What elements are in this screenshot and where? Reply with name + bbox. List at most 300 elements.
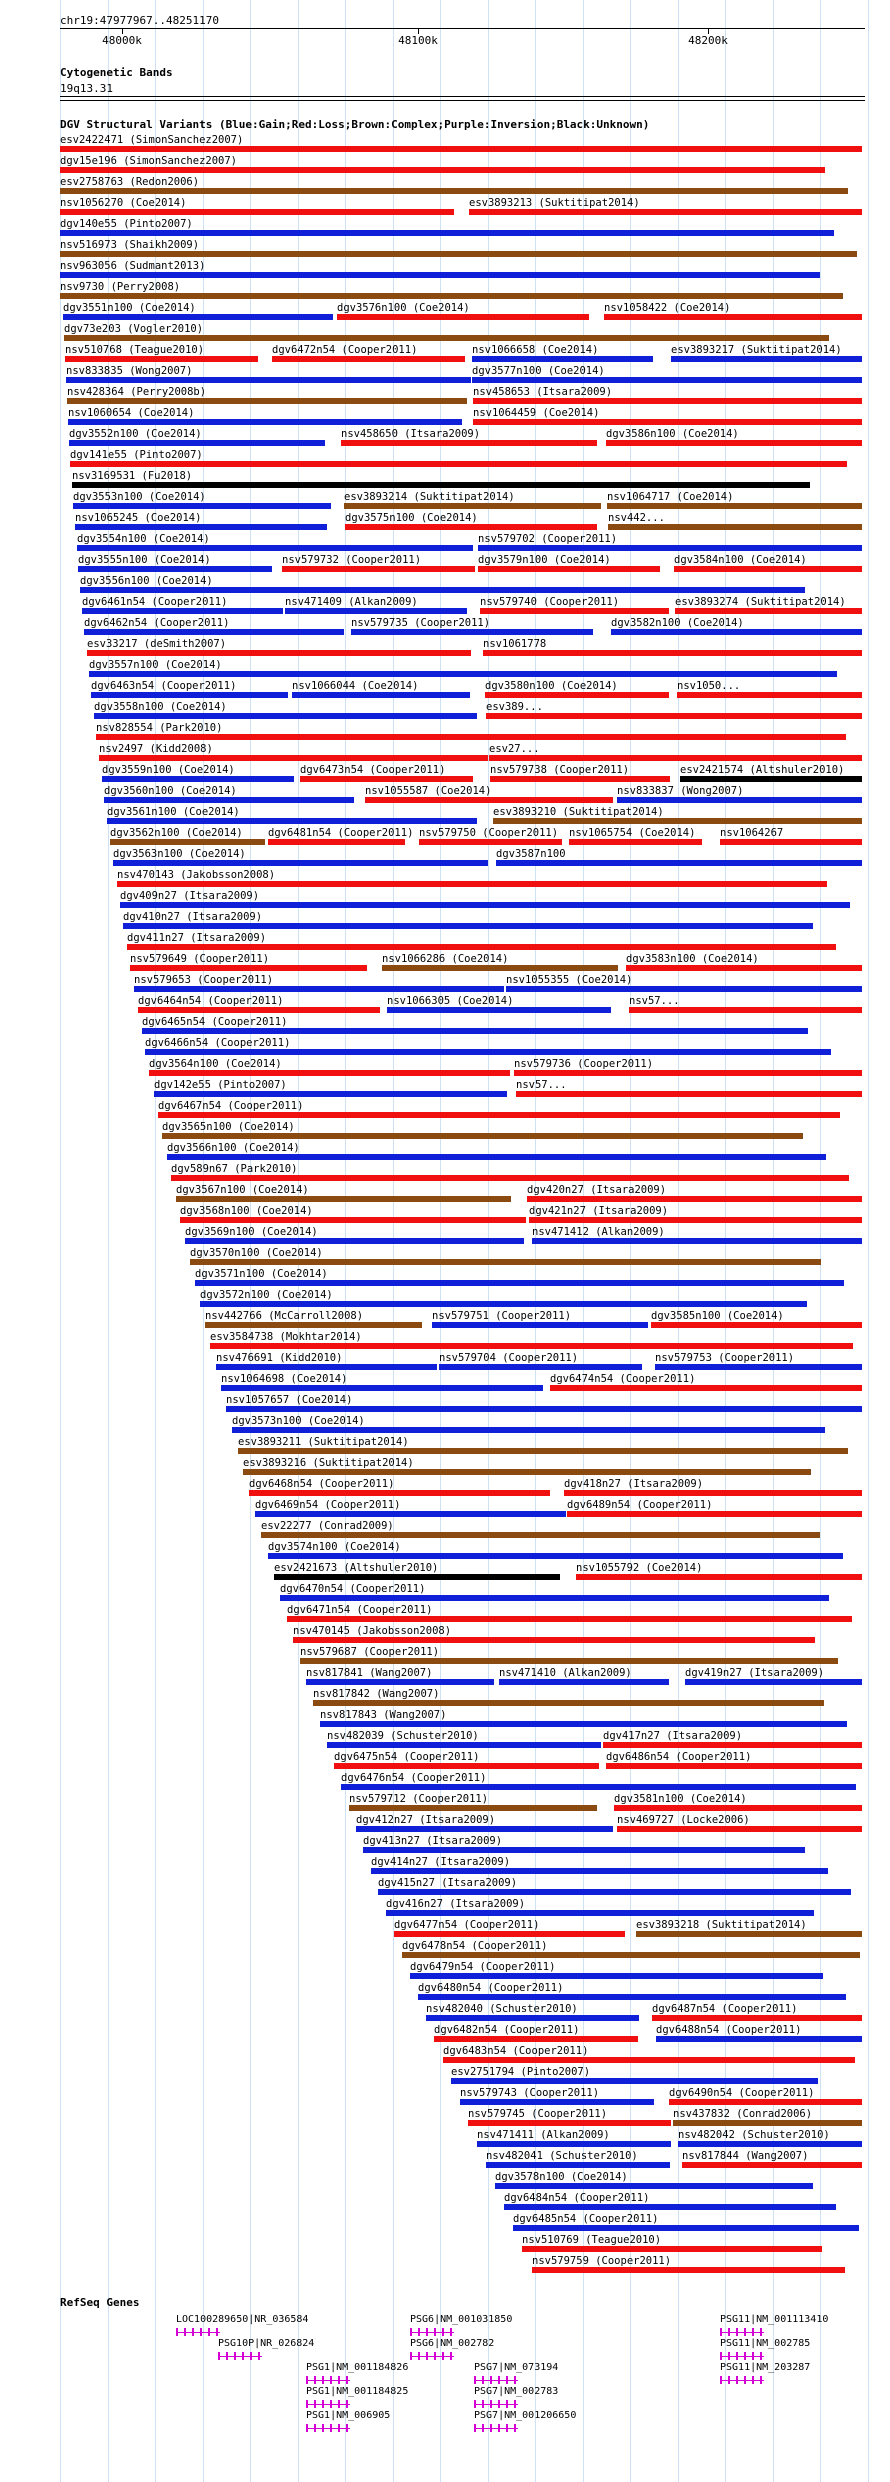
gene-exon [760, 2328, 762, 2336]
variant-bar [272, 356, 465, 362]
gene-exon [234, 2352, 236, 2360]
gene-exon [434, 2328, 436, 2336]
variant-label: esv3893216 (Suktitipat2014) [243, 1457, 414, 1469]
gene-intron-line [720, 2356, 764, 2357]
gene-exon [322, 2376, 324, 2384]
variant-bar [117, 881, 827, 887]
variant-bar [378, 1889, 851, 1895]
variant-bar [341, 440, 597, 446]
gene-exon [744, 2352, 746, 2360]
variant-bar [60, 188, 848, 194]
variant-label: dgv3553n100 (Coe2014) [73, 491, 206, 503]
variant-bar [313, 1700, 824, 1706]
variant-label: nsv579735 (Cooper2011) [351, 617, 491, 629]
cytoband-divider [60, 96, 865, 97]
variant-label: dgv6487n54 (Cooper2011) [652, 2003, 798, 2015]
gene-exon [338, 2400, 340, 2408]
variant-label: nsv476691 (Kidd2010) [216, 1352, 343, 1364]
variant-label: dgv418n27 (Itsara2009) [564, 1478, 704, 1490]
variant-label: dgv73e203 (Vogler2010) [64, 323, 204, 335]
variant-bar [506, 986, 862, 992]
variant-label: nsv1055355 (Coe2014) [506, 974, 633, 986]
gene-exon [418, 2352, 420, 2360]
variant-bar [636, 1931, 862, 1937]
variant-label: dgv412n27 (Itsara2009) [356, 1814, 496, 1826]
variant-bar [154, 1091, 507, 1097]
variant-bar [603, 1742, 862, 1748]
variant-label: nsv57... [629, 995, 680, 1007]
variant-label: nsv470145 (Jakobsson2008) [293, 1625, 452, 1637]
variant-label: nsv1064459 (Coe2014) [473, 407, 600, 419]
variant-label: dgv3554n100 (Coe2014) [77, 533, 210, 545]
gene-intron-line [474, 2404, 518, 2405]
variant-label: dgv420n27 (Itsara2009) [527, 1184, 667, 1196]
gene-exon [176, 2328, 178, 2336]
refseq-gene-label: PSG10P|NR_026824 [218, 2338, 315, 2349]
variant-label: nsv1065245 (Coe2014) [75, 512, 202, 524]
gene-exon [314, 2376, 316, 2384]
variant-bar [527, 1196, 862, 1202]
variant-label: dgv3568n100 (Coe2014) [180, 1205, 313, 1217]
variant-label: nsv1057657 (Coe2014) [226, 1394, 353, 1406]
variant-bar [77, 545, 473, 551]
variant-bar [489, 755, 862, 761]
variant-label: nsv471411 (Alkan2009) [477, 2129, 610, 2141]
variant-bar [280, 1595, 829, 1601]
variant-label: esv2422471 (SimonSanchez2007) [60, 134, 244, 146]
variant-label: dgv416n27 (Itsara2009) [386, 1898, 526, 1910]
variant-bar [171, 1175, 849, 1181]
cytoband-divider-2 [60, 100, 865, 101]
variant-label: nsv437832 (Conrad2006) [673, 2108, 813, 2120]
gene-exon [506, 2424, 508, 2432]
variant-label: dgv3557n100 (Coe2014) [89, 659, 222, 671]
variant-label: dgv3570n100 (Coe2014) [190, 1247, 323, 1259]
gene-exon [482, 2376, 484, 2384]
gene-intron-line [720, 2380, 764, 2381]
variant-label: dgv3555n100 (Coe2014) [78, 554, 211, 566]
variant-label: nsv579743 (Cooper2011) [460, 2087, 600, 2099]
variant-bar [460, 2099, 654, 2105]
variant-bar [72, 482, 810, 488]
gene-exon [330, 2424, 332, 2432]
variant-bar [120, 902, 850, 908]
variant-label: nsv1050... [677, 680, 741, 692]
variant-bar [617, 797, 862, 803]
gene-exon [752, 2376, 754, 2384]
variant-bar [249, 1490, 550, 1496]
variant-bar [473, 419, 862, 425]
gene-exon [752, 2328, 754, 2336]
variant-label: nsv1058422 (Coe2014) [604, 302, 731, 314]
variant-label: nsv833837 (Wong2007) [617, 785, 744, 797]
variant-bar [60, 167, 825, 173]
grid-line [60, 0, 61, 2482]
variant-bar [604, 314, 862, 320]
variant-label: dgv6469n54 (Cooper2011) [255, 1499, 401, 1511]
variant-label: nsv1064698 (Coe2014) [221, 1373, 348, 1385]
variant-bar [226, 1406, 862, 1412]
variant-label: dgv6461n54 (Cooper2011) [82, 596, 228, 608]
variant-bar [149, 1070, 510, 1076]
variant-bar [274, 1574, 560, 1580]
variant-label: nsv1056270 (Coe2014) [60, 197, 187, 209]
variant-bar [102, 776, 294, 782]
variant-bar [60, 251, 857, 257]
gene-exon [330, 2400, 332, 2408]
variant-label: nsv482039 (Schuster2010) [327, 1730, 479, 1742]
variant-label: esv389... [486, 701, 543, 713]
gene-exon [216, 2328, 218, 2336]
variant-bar [567, 1511, 862, 1517]
variant-bar [608, 524, 862, 530]
variant-label: esv22277 (Conrad2009) [261, 1520, 394, 1532]
variant-label: nsv482040 (Schuster2010) [426, 2003, 578, 2015]
gene-intron-line [474, 2428, 518, 2429]
variant-bar [432, 1322, 648, 1328]
variant-bar [532, 2267, 845, 2273]
variant-bar [232, 1427, 825, 1433]
gene-exon [418, 2328, 420, 2336]
variant-label: nsv963056 (Sudmant2013) [60, 260, 206, 272]
variant-bar [87, 650, 471, 656]
variant-label: dgv3564n100 (Coe2014) [149, 1058, 282, 1070]
variant-bar [69, 440, 325, 446]
variant-bar [402, 1952, 860, 1958]
variant-bar [678, 2141, 862, 2147]
refseq-gene-label: PSG7|NM_002783 [474, 2386, 559, 2397]
variant-label: dgv15e196 (SimonSanchez2007) [60, 155, 238, 167]
variant-bar [145, 1049, 831, 1055]
variant-bar [371, 1868, 828, 1874]
variant-bar [158, 1112, 840, 1118]
variant-bar [443, 2057, 855, 2063]
variant-label: dgv142e55 (Pinto2007) [154, 1079, 287, 1091]
variant-bar [617, 1826, 862, 1832]
variant-label: nsv482042 (Schuster2010) [678, 2129, 830, 2141]
gene-exon [514, 2376, 516, 2384]
variant-bar [680, 776, 862, 782]
variant-label: dgv6467n54 (Cooper2011) [158, 1100, 304, 1112]
variant-bar [682, 2162, 862, 2168]
gene-exon [482, 2424, 484, 2432]
variant-label: nsv579649 (Cooper2011) [130, 953, 270, 965]
gene-exon [218, 2352, 220, 2360]
variant-bar [306, 1679, 494, 1685]
variant-label: esv27... [489, 743, 540, 755]
variant-bar [478, 545, 862, 551]
variant-label: dgv6465n54 (Cooper2011) [142, 1016, 288, 1028]
variant-label: nsv1064717 (Coe2014) [607, 491, 734, 503]
gene-exon [752, 2352, 754, 2360]
variant-label: dgv6482n54 (Cooper2011) [434, 2024, 580, 2036]
variant-label: dgv3577n100 (Coe2014) [472, 365, 605, 377]
variant-label: dgv6477n54 (Cooper2011) [394, 1919, 540, 1931]
dgv-track-title: DGV Structural Variants (Blue:Gain;Red:Loss;Brown:Complex;Purple:Inversion;Black:Unknown) [60, 118, 650, 131]
gene-exon [338, 2376, 340, 2384]
variant-bar [382, 965, 618, 971]
variant-bar [96, 734, 846, 740]
variant-bar [485, 692, 669, 698]
gene-exon [250, 2352, 252, 2360]
refseq-gene-label: PSG1|NM_001184825 [306, 2386, 409, 2397]
variant-label: dgv6483n54 (Cooper2011) [443, 2045, 589, 2057]
variant-label: dgv6481n54 (Cooper2011) [268, 827, 414, 839]
refseq-gene-label: PSG11|NM_002785 [720, 2338, 811, 2349]
variant-bar [516, 1091, 862, 1097]
variant-label: nsv3169531 (Fu2018) [72, 470, 193, 482]
variant-bar [655, 1364, 862, 1370]
gene-intron-line [306, 2380, 350, 2381]
gene-intron-line [410, 2356, 454, 2357]
variant-bar [130, 965, 367, 971]
variant-label: dgv3583n100 (Coe2014) [626, 953, 759, 965]
gene-exon [760, 2376, 762, 2384]
gene-exon [322, 2424, 324, 2432]
variant-bar [285, 608, 467, 614]
variant-bar [167, 1154, 826, 1160]
variant-bar [190, 1259, 821, 1265]
variant-label: dgv3585n100 (Coe2014) [651, 1310, 784, 1322]
variant-label: nsv579750 (Cooper2011) [419, 827, 559, 839]
variant-bar [75, 524, 327, 530]
variant-bar [606, 1763, 862, 1769]
variant-label: esv3584738 (Mokhtar2014) [210, 1331, 362, 1343]
variant-label: dgv409n27 (Itsara2009) [120, 890, 260, 902]
variant-label: dgv6478n54 (Cooper2011) [402, 1940, 548, 1952]
variant-label: dgv3582n100 (Coe2014) [611, 617, 744, 629]
variant-label: nsv1055587 (Coe2014) [365, 785, 492, 797]
gene-exon [474, 2424, 476, 2432]
variant-bar [480, 608, 669, 614]
variant-label: dgv6468n54 (Cooper2011) [249, 1478, 395, 1490]
variant-bar [134, 986, 504, 992]
variant-label: dgv414n27 (Itsara2009) [371, 1856, 511, 1868]
variant-bar [287, 1616, 852, 1622]
variant-label: dgv6476n54 (Cooper2011) [341, 1772, 487, 1784]
variant-bar [671, 356, 862, 362]
gene-exon [514, 2424, 516, 2432]
variant-label: dgv419n27 (Itsara2009) [685, 1667, 825, 1679]
variant-bar [483, 650, 862, 656]
variant-bar [486, 713, 862, 719]
variant-label: nsv9730 (Perry2008) [60, 281, 181, 293]
gene-exon [258, 2352, 260, 2360]
variant-label: nsv579738 (Cooper2011) [490, 764, 630, 776]
variant-label: dgv6464n54 (Cooper2011) [138, 995, 284, 1007]
variant-bar [65, 356, 258, 362]
variant-bar [611, 629, 862, 635]
variant-label: dgv3573n100 (Coe2014) [232, 1415, 365, 1427]
variant-label: dgv6485n54 (Cooper2011) [513, 2213, 659, 2225]
variant-label: nsv817844 (Wang2007) [682, 2150, 809, 2162]
position-ruler [60, 28, 865, 29]
cytoband-track-title: Cytogenetic Bands [60, 66, 173, 79]
variant-bar [673, 2120, 862, 2126]
variant-bar [176, 1196, 511, 1202]
gene-exon [450, 2352, 452, 2360]
gene-exon [720, 2352, 722, 2360]
variant-label: dgv6488n54 (Cooper2011) [656, 2024, 802, 2036]
variant-label: dgv3565n100 (Coe2014) [162, 1121, 295, 1133]
variant-label: dgv3560n100 (Coe2014) [104, 785, 237, 797]
variant-label: esv3893218 (Suktitipat2014) [636, 1919, 807, 1931]
gene-exon [442, 2352, 444, 2360]
variant-label: dgv3575n100 (Coe2014) [345, 512, 478, 524]
variant-bar [434, 2036, 638, 2042]
refseq-gene-label: PSG11|NM_203287 [720, 2362, 811, 2373]
variant-label: nsv579732 (Cooper2011) [282, 554, 422, 566]
variant-bar [84, 629, 344, 635]
gene-intron-line [306, 2404, 350, 2405]
ruler-tick-label: 48200k [688, 34, 728, 47]
variant-bar [532, 1238, 862, 1244]
variant-bar [80, 587, 805, 593]
variant-bar [60, 146, 862, 152]
variant-bar [394, 1931, 625, 1937]
variant-label: dgv6480n54 (Cooper2011) [418, 1982, 564, 1994]
variant-label: nsv817843 (Wang2007) [320, 1709, 447, 1721]
variant-bar [113, 860, 488, 866]
variant-bar [674, 566, 862, 572]
variant-bar [410, 1973, 823, 1979]
refseq-gene-label: PSG1|NM_006905 [306, 2410, 391, 2421]
variant-label: dgv3586n100 (Coe2014) [606, 428, 739, 440]
variant-bar [60, 209, 454, 215]
variant-label: dgv140e55 (Pinto2007) [60, 218, 193, 230]
variant-label: nsv516973 (Shaikh2009) [60, 239, 200, 251]
gene-exon [314, 2424, 316, 2432]
variant-label: dgv6473n54 (Cooper2011) [300, 764, 446, 776]
gene-exon [474, 2400, 476, 2408]
variant-label: nsv442... [608, 512, 665, 524]
variant-bar [138, 1007, 380, 1013]
variant-bar [349, 1805, 597, 1811]
gene-exon [506, 2400, 508, 2408]
variant-bar [66, 377, 471, 383]
variant-bar [569, 839, 702, 845]
variant-label: nsv2497 (Kidd2008) [99, 743, 213, 755]
variant-label: dgv6463n54 (Cooper2011) [91, 680, 237, 692]
variant-bar [685, 1679, 862, 1685]
variant-label: dgv3552n100 (Coe2014) [69, 428, 202, 440]
variant-bar [334, 1763, 599, 1769]
variant-label: nsv510769 (Teague2010) [522, 2234, 662, 2246]
variant-bar [426, 2015, 639, 2021]
variant-label: nsv57... [516, 1079, 567, 1091]
variant-bar [504, 2204, 836, 2210]
variant-bar [418, 1994, 846, 2000]
variant-bar [387, 1007, 611, 1013]
variant-bar [89, 671, 837, 677]
gene-exon [736, 2328, 738, 2336]
variant-bar [78, 566, 272, 572]
variant-bar [60, 293, 843, 299]
variant-label: esv33217 (deSmith2007) [87, 638, 227, 650]
variant-bar [162, 1133, 803, 1139]
variant-label: nsv579702 (Cooper2011) [478, 533, 618, 545]
variant-label: dgv6486n54 (Cooper2011) [606, 1751, 752, 1763]
gene-exon [474, 2376, 476, 2384]
gene-exon [498, 2424, 500, 2432]
variant-label: dgv3579n100 (Coe2014) [478, 554, 611, 566]
variant-label: dgv3580n100 (Coe2014) [485, 680, 618, 692]
gene-exon [720, 2376, 722, 2384]
variant-bar [200, 1301, 807, 1307]
variant-label: nsv1065754 (Coe2014) [569, 827, 696, 839]
refseq-gene-label: PSG1|NM_001184826 [306, 2362, 409, 2373]
gene-exon [728, 2328, 730, 2336]
variant-label: dgv3559n100 (Coe2014) [102, 764, 235, 776]
variant-label: dgv3561n100 (Coe2014) [107, 806, 240, 818]
variant-label: nsv579740 (Cooper2011) [480, 596, 620, 608]
variant-bar [185, 1238, 524, 1244]
variant-label: dgv3572n100 (Coe2014) [200, 1289, 333, 1301]
gene-exon [434, 2352, 436, 2360]
variant-label: dgv3569n100 (Coe2014) [185, 1226, 318, 1238]
variant-label: dgv411n27 (Itsara2009) [127, 932, 267, 944]
variant-bar [495, 2183, 813, 2189]
gene-intron-line [410, 2332, 454, 2333]
variant-label: dgv421n27 (Itsara2009) [529, 1205, 669, 1217]
gene-exon [410, 2352, 412, 2360]
variant-label: dgv3556n100 (Coe2014) [80, 575, 213, 587]
refseq-gene-label: PSG7|NM_001206650 [474, 2410, 577, 2421]
cytoband-label: 19q13.31 [60, 82, 113, 95]
variant-bar [522, 2246, 822, 2252]
variant-label: dgv3576n100 (Coe2014) [337, 302, 470, 314]
grid-line [868, 0, 869, 2482]
variant-bar [107, 818, 477, 824]
gene-exon [322, 2400, 324, 2408]
variant-bar [629, 1007, 862, 1013]
variant-bar [472, 377, 862, 383]
variant-label: dgv3567n100 (Coe2014) [176, 1184, 309, 1196]
variant-bar [243, 1469, 811, 1475]
gene-exon [208, 2328, 210, 2336]
variant-label: dgv6484n54 (Cooper2011) [504, 2192, 650, 2204]
variant-label: dgv6471n54 (Cooper2011) [287, 1604, 433, 1616]
gene-exon [720, 2328, 722, 2336]
refseq-gene-label: PSG6|NM_001031850 [410, 2314, 513, 2325]
variant-label: esv2758763 (Redon2006) [60, 176, 200, 188]
variant-label: nsv1064267 [720, 827, 784, 839]
variant-bar [261, 1532, 820, 1538]
variant-bar [656, 2036, 862, 2042]
variant-label: dgv417n27 (Itsara2009) [603, 1730, 743, 1742]
gene-exon [338, 2424, 340, 2432]
variant-bar [513, 2225, 859, 2231]
variant-label: nsv579745 (Cooper2011) [468, 2108, 608, 2120]
variant-bar [210, 1343, 853, 1349]
variant-label: dgv3584n100 (Coe2014) [674, 554, 807, 566]
variant-bar [73, 503, 331, 509]
variant-label: dgv3551n100 (Coe2014) [63, 302, 196, 314]
variant-label: nsv469727 (Locke2006) [617, 1814, 750, 1826]
variant-label: dgv3558n100 (Coe2014) [94, 701, 227, 713]
variant-label: nsv471409 (Alkan2009) [285, 596, 418, 608]
variant-bar [60, 272, 820, 278]
variant-bar [614, 1805, 862, 1811]
variant-bar [576, 1574, 862, 1580]
gene-exon [410, 2328, 412, 2336]
variant-label: dgv3562n100 (Coe2014) [110, 827, 243, 839]
variant-bar [468, 2120, 671, 2126]
variant-bar [486, 2162, 670, 2168]
variant-label: nsv828554 (Park2010) [96, 722, 223, 734]
variant-bar [255, 1511, 566, 1517]
variant-label: nsv458653 (Itsara2009) [473, 386, 613, 398]
